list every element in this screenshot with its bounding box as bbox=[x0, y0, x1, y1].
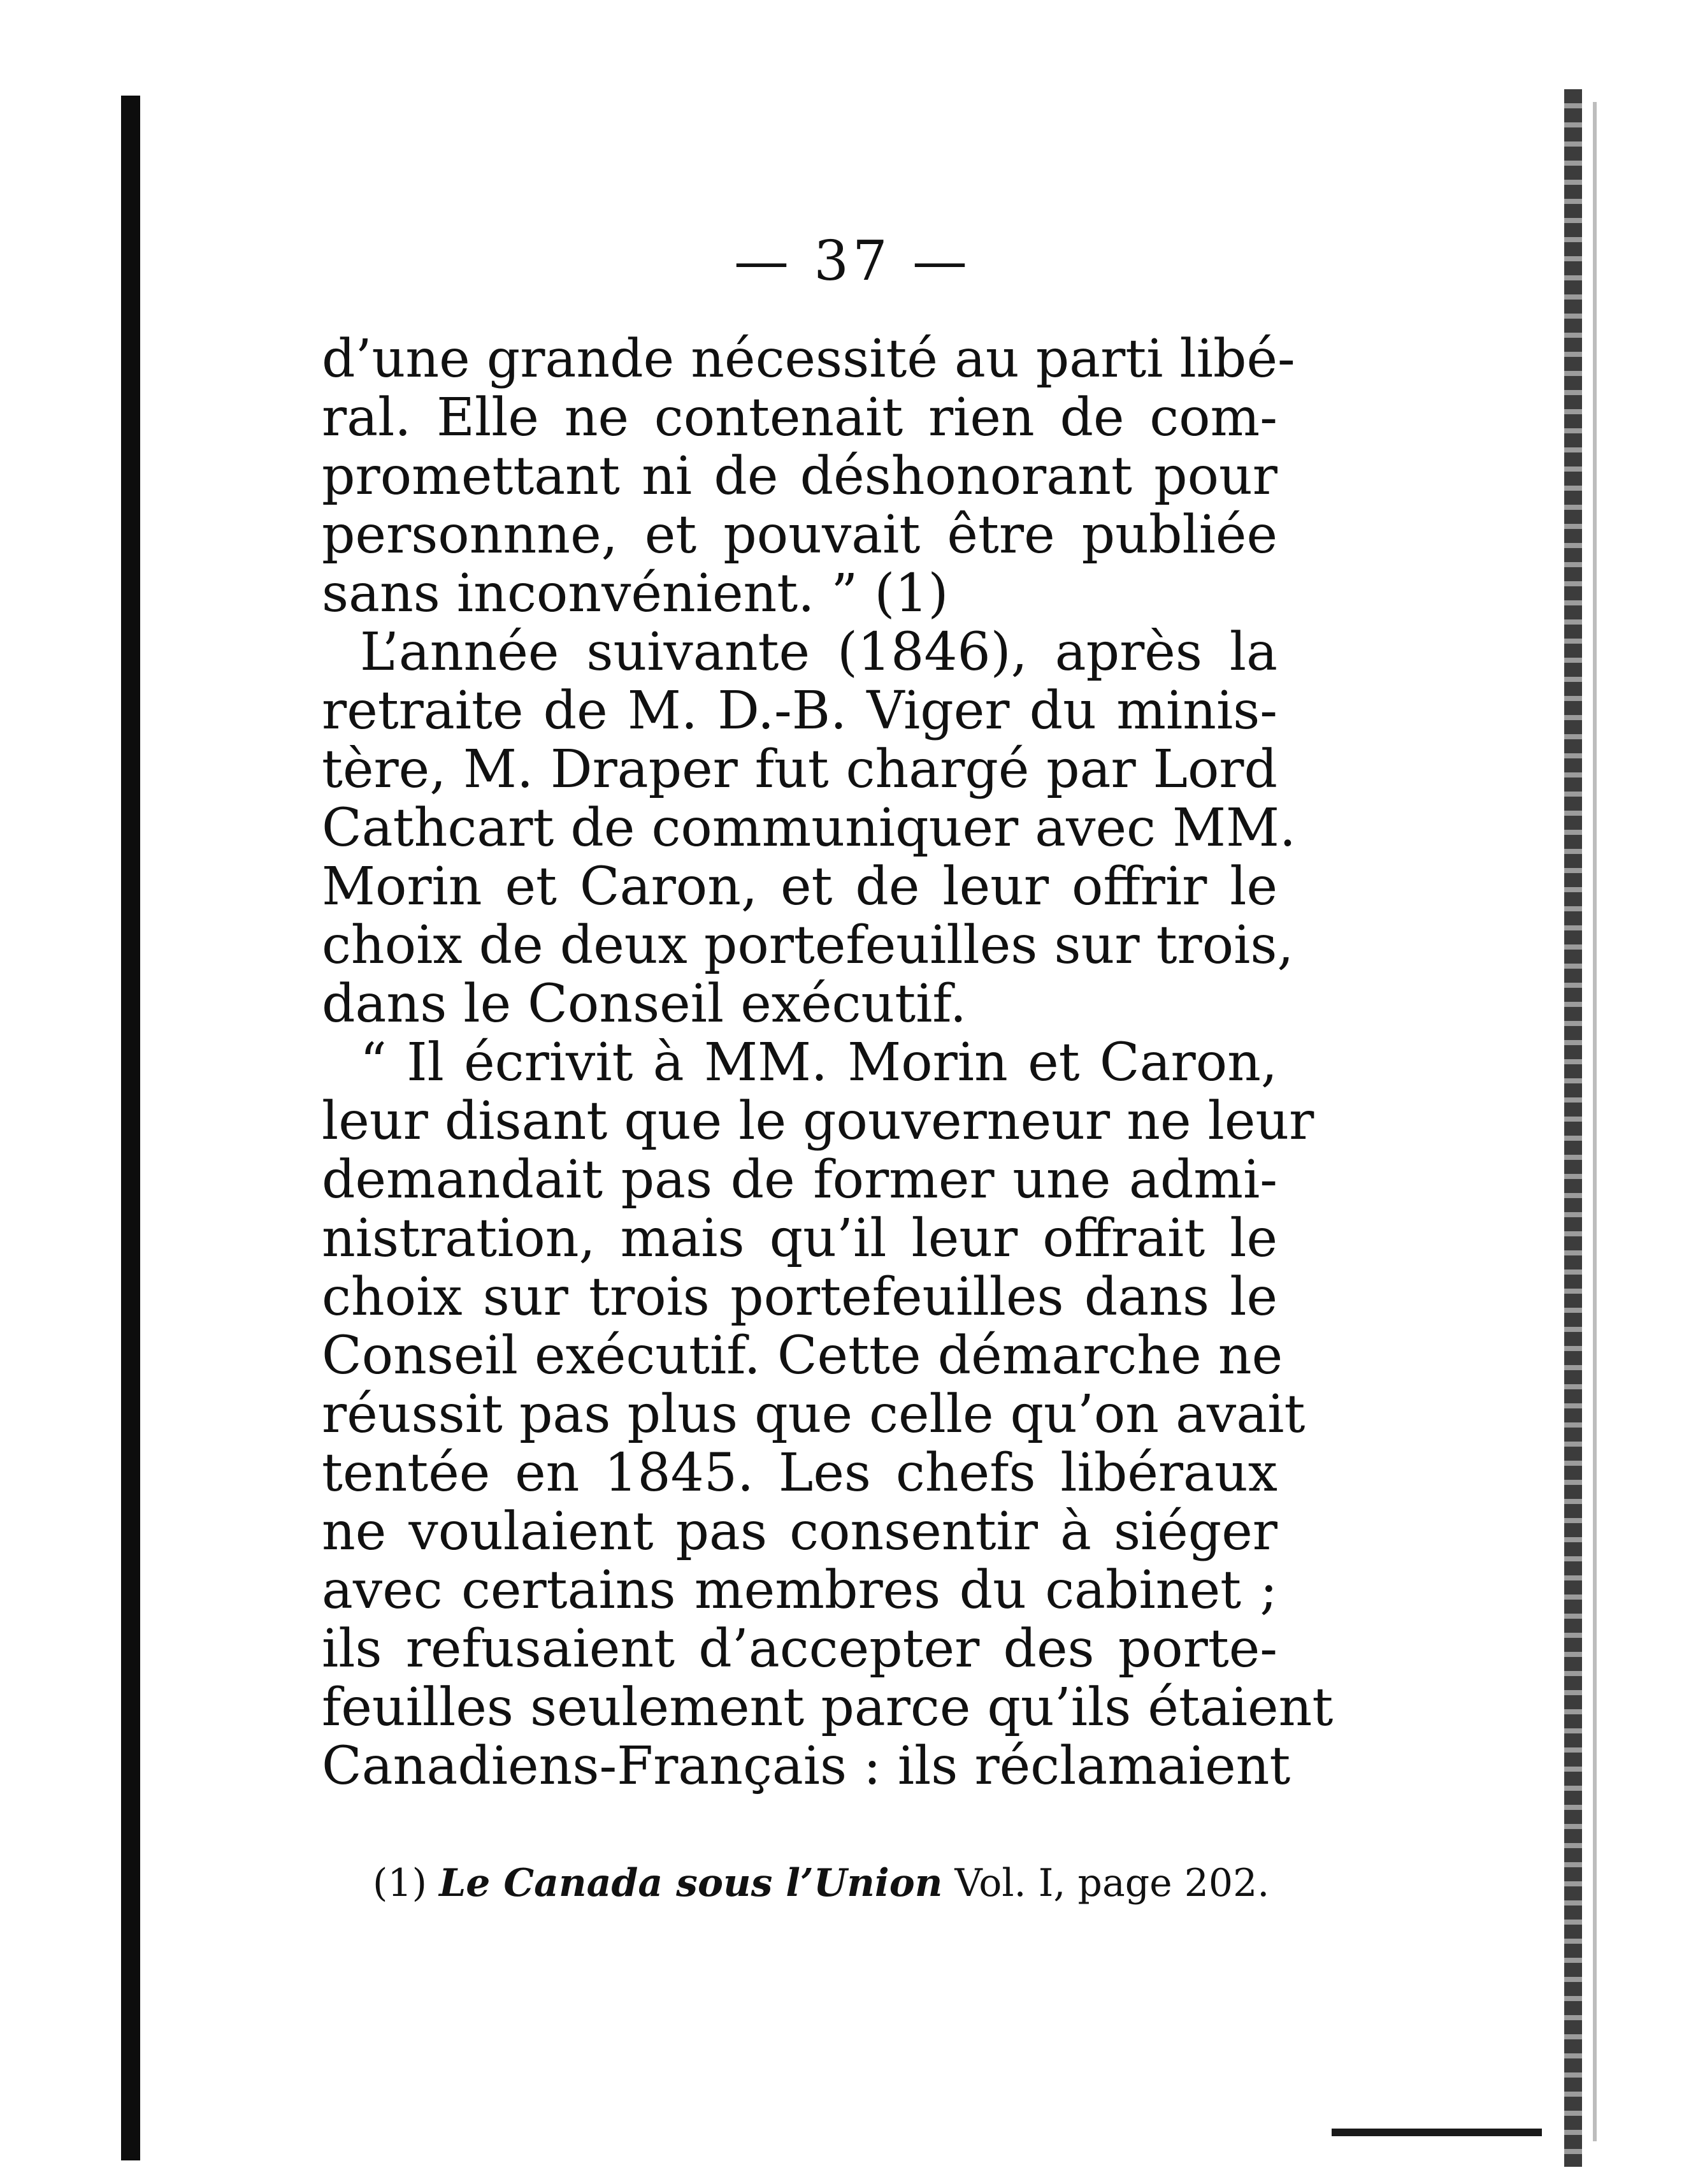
text-line: Conseil exécutif. Cette démarche ne bbox=[322, 1326, 1283, 1386]
scan-binding-edge-left bbox=[121, 96, 140, 2160]
text-line: personnne, et pouvait être publiée bbox=[322, 505, 1277, 565]
text-line: demandait pas de former une admi- bbox=[322, 1150, 1277, 1210]
page-number: — 37 — bbox=[733, 229, 972, 293]
text-line: ne voulaient pas consentir à siéger bbox=[322, 1501, 1277, 1562]
footnote-marker: (1) bbox=[373, 1861, 427, 1906]
text-line: ils refusaient d’accepter des porte- bbox=[322, 1619, 1277, 1679]
text-line: feuilles seulement parce qu’ils étaient bbox=[322, 1677, 1334, 1738]
text-line: tère, M. Draper fut chargé par Lord bbox=[322, 739, 1277, 800]
text-line: nistration, mais qu’il leur offrait le bbox=[322, 1208, 1277, 1269]
text-line: sans inconvénient. ” (1) bbox=[322, 563, 949, 624]
scan-binding-edge-right bbox=[1564, 89, 1582, 2167]
text-line: ral. Elle ne contenait rien de com- bbox=[322, 387, 1277, 448]
text-line: leur disant que le gouverneur ne leur bbox=[322, 1091, 1314, 1152]
footnote-title: Le Canada sous l’Union bbox=[439, 1861, 943, 1906]
scan-bottom-rule bbox=[1332, 2129, 1542, 2136]
body-text bbox=[322, 329, 1334, 1797]
text-line: retraite de M. D.-B. Viger du minis- bbox=[322, 681, 1277, 741]
text-line: avec certains membres du cabinet ; bbox=[322, 1560, 1277, 1621]
text-line: choix sur trois portefeuilles dans le bbox=[322, 1267, 1277, 1327]
text-line: choix de deux portefeuilles sur trois, bbox=[322, 915, 1294, 976]
scan-page-edge-right bbox=[1593, 102, 1597, 2141]
footnote bbox=[373, 1861, 1270, 1906]
text-line: d’une grande nécessité au parti libé- bbox=[322, 329, 1295, 389]
text-line: Cathcart de communiquer avec MM. bbox=[322, 798, 1296, 858]
text-line: “ Il écrivit à MM. Morin et Caron, bbox=[360, 1032, 1277, 1093]
text-line: Canadiens-Français : ils réclamaient bbox=[322, 1736, 1291, 1797]
text-line: tentée en 1845. Les chefs libéraux bbox=[322, 1443, 1277, 1503]
text-line: dans le Conseil exécutif. bbox=[322, 974, 967, 1034]
text-line: Morin et Caron, et de leur offrir le bbox=[322, 857, 1277, 917]
text-line: L’année suivante (1846), après la bbox=[360, 622, 1277, 683]
text-line: promettant ni de déshonorant pour bbox=[322, 446, 1277, 507]
footnote-reference: Vol. I, page 202. bbox=[954, 1861, 1270, 1906]
text-line: réussit pas plus que celle qu’on avait bbox=[322, 1384, 1306, 1445]
